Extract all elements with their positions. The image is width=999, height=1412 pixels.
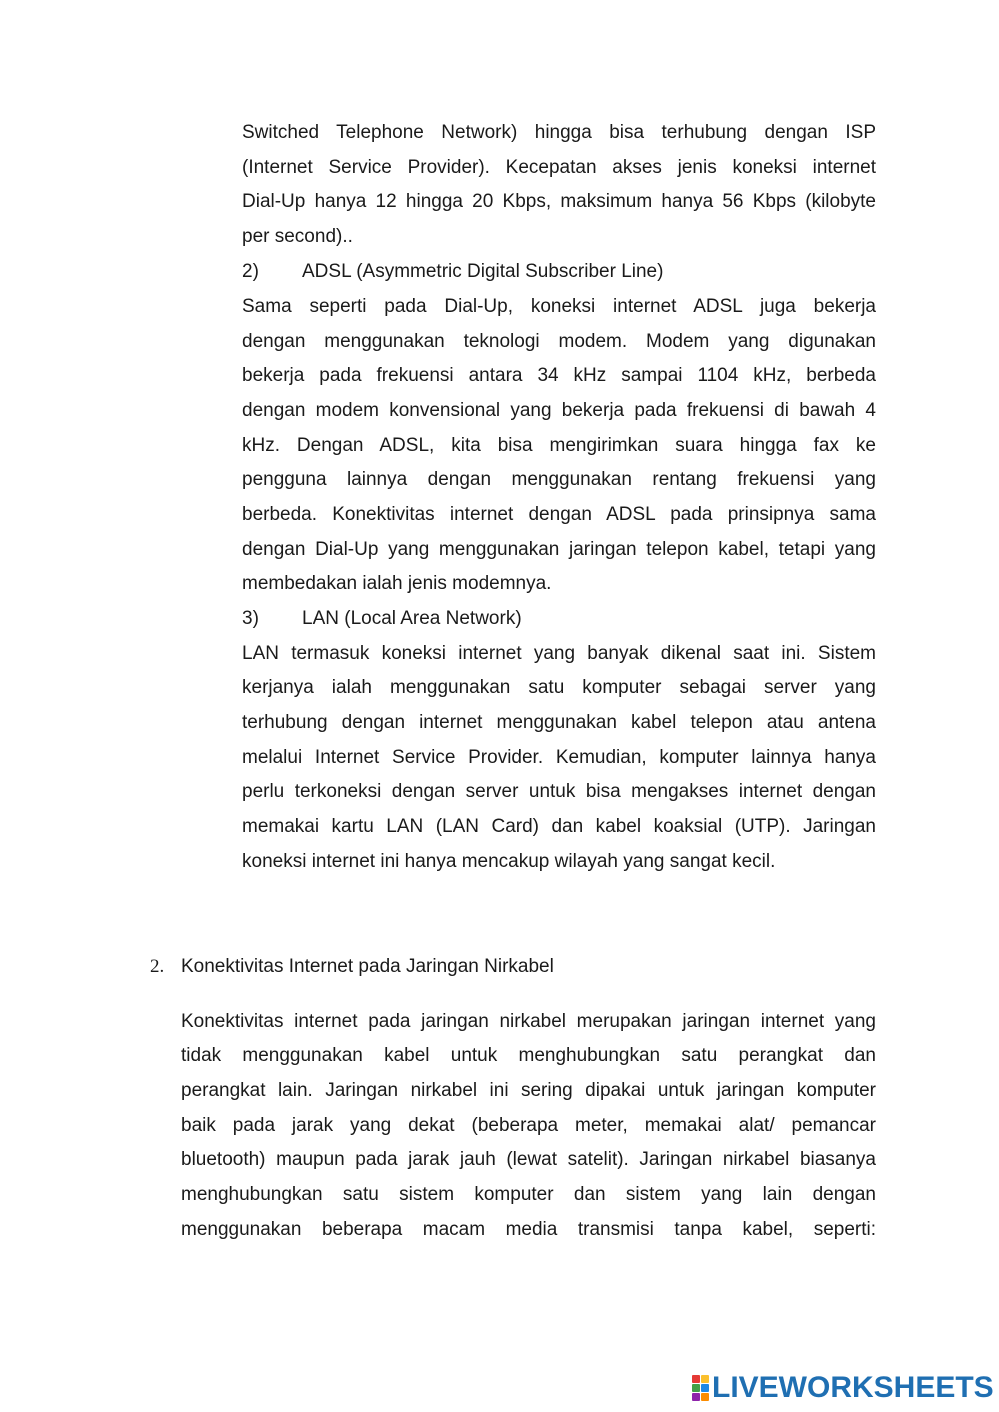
text-line: Konektivitas internet pada jaringan nirkabel merupakan jaringan internet yang	[181, 1011, 876, 1032]
text-line: menghubungkan satu sistem komputer dan sistem yang lain dengan	[181, 1184, 876, 1205]
liveworksheets-logo	[692, 1373, 994, 1403]
text-line: LAN termasuk koneksi internet yang banyak dikenal saat ini. Sistem	[242, 643, 876, 664]
liveworksheets-mark-icon	[692, 1375, 709, 1401]
text-line: dengan menggunakan teknologi modem. Modem yang digunakan	[242, 331, 876, 352]
text-line: perlu terkoneksi dengan server untuk bisa mengakses internet dengan	[242, 781, 876, 802]
text-line: per second)..	[242, 226, 353, 247]
section-title: Konektivitas Internet pada Jaringan Nirkabel	[181, 956, 554, 977]
text-line: memakai kartu LAN (LAN Card) dan kabel koaksial (UTP). Jaringan	[242, 816, 876, 837]
text-line: baik pada jarak yang dekat (beberapa meter, memakai alat/ pemancar	[181, 1115, 876, 1136]
list-item-title: LAN (Local Area Network)	[302, 608, 522, 629]
text-line: Sama seperti pada Dial-Up, koneksi internet ADSL juga bekerja	[242, 296, 876, 317]
text-line: berbeda. Konektivitas internet dengan ADSL pada prinsipnya sama	[242, 504, 876, 525]
text-line: perangkat lain. Jaringan nirkabel ini sering dipakai untuk jaringan komputer	[181, 1080, 876, 1101]
section-number: 2.	[150, 956, 165, 977]
text-line: bekerja pada frekuensi antara 34 kHz sampai 1104 kHz, berbeda	[242, 365, 876, 386]
text-line: koneksi internet ini hanya mencakup wilayah yang sangat kecil.	[242, 851, 776, 872]
text-line: kHz. Dengan ADSL, kita bisa mengirimkan suara hingga fax ke	[242, 435, 876, 456]
text-line: melalui Internet Service Provider. Kemudian, komputer lainnya hanya	[242, 747, 876, 768]
text-line: dengan modem konvensional yang bekerja pada frekuensi di bawah 4	[242, 400, 876, 421]
text-line: dengan Dial-Up yang menggunakan jaringan telepon kabel, tetapi yang	[242, 539, 876, 560]
text-line: (Internet Service Provider). Kecepatan akses jenis koneksi internet	[242, 157, 876, 178]
list-item-number: 3)	[242, 608, 259, 629]
liveworksheets-wordmark: LIVEWORKSHEETS	[712, 1371, 994, 1404]
list-item-title: ADSL (Asymmetric Digital Subscriber Line)	[302, 261, 664, 282]
text-line: terhubung dengan internet menggunakan kabel telepon atau antena	[242, 712, 876, 733]
list-item-number: 2)	[242, 261, 259, 282]
text-line: membedakan ialah jenis modemnya.	[242, 573, 552, 594]
text-line: tidak menggunakan kabel untuk menghubungkan satu perangkat dan	[181, 1045, 876, 1066]
text-line: menggunakan beberapa macam media transmisi tanpa kabel, seperti:	[181, 1219, 876, 1240]
text-line: bluetooth) maupun pada jarak jauh (lewat satelit). Jaringan nirkabel biasanya	[181, 1149, 876, 1170]
text-line: kerjanya ialah menggunakan satu komputer sebagai server yang	[242, 677, 876, 698]
text-line: Dial-Up hanya 12 hingga 20 Kbps, maksimum hanya 56 Kbps (kilobyte	[242, 191, 876, 212]
text-line: pengguna lainnya dengan menggunakan rentang frekuensi yang	[242, 469, 876, 490]
text-line: Switched Telephone Network) hingga bisa terhubung dengan ISP	[242, 122, 876, 143]
